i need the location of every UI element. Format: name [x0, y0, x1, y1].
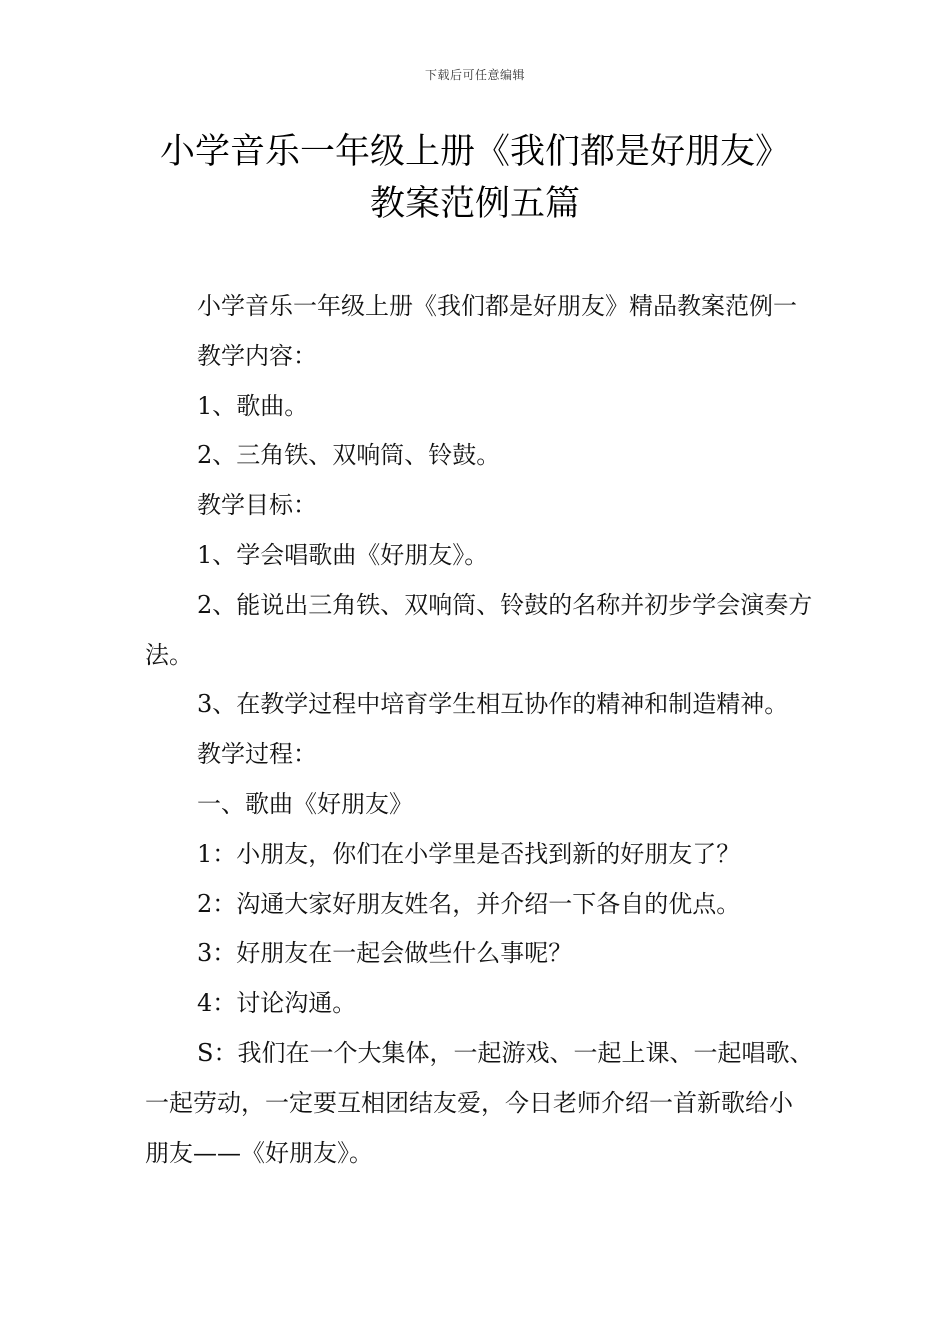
title-line-2: 教案范例五篇: [369, 184, 580, 224]
paragraph-item: 1、歌曲。: [197, 391, 309, 420]
paragraph-item: 2：沟通大家好朋友姓名，并介绍一下各自的优点。: [197, 889, 741, 918]
paragraph-intro: 小学音乐一年级上册《我们都是好朋友》精品教案范例一: [197, 292, 797, 320]
paragraph-item: 2、能说出三角铁、双响筒、铃鼓的名称并初步学会演奏方法。: [145, 590, 813, 669]
paragraph-item: 1：小朋友，你们在小学里是否找到新的好朋友了？: [197, 839, 741, 868]
document-title: [100, 126, 850, 230]
paragraph-item: S：我们在一个大集体，一起游戏、一起上课、一起唱歌、一起劳动，一定要互相团结友爱，今日老师介绍一首新歌给小朋友——《好朋友》。: [145, 1038, 814, 1167]
document-body: [145, 282, 815, 1178]
header-note: 下载后可任意编辑: [424, 68, 525, 82]
paragraph-item: 2、三角铁、双响筒、铃鼓。: [197, 441, 501, 470]
paragraph-item: 4：讨论沟通。: [197, 989, 357, 1018]
section-heading-content: 教学内容：: [197, 341, 317, 370]
paragraph-item: 1、学会唱歌曲《好朋友》。: [197, 540, 489, 569]
paragraph-item: 3：好朋友在一起会做些什么事呢？: [197, 939, 573, 968]
title-line-1: 小学音乐一年级上册《我们都是好朋友》: [159, 132, 790, 172]
section-heading-goals: 教学目标：: [197, 491, 317, 520]
paragraph-item: 一、歌曲《好朋友》: [197, 789, 413, 818]
section-heading-process: 教学过程：: [197, 740, 317, 769]
paragraph-item: 3、在教学过程中培育学生相互协作的精神和制造精神。: [197, 690, 789, 719]
